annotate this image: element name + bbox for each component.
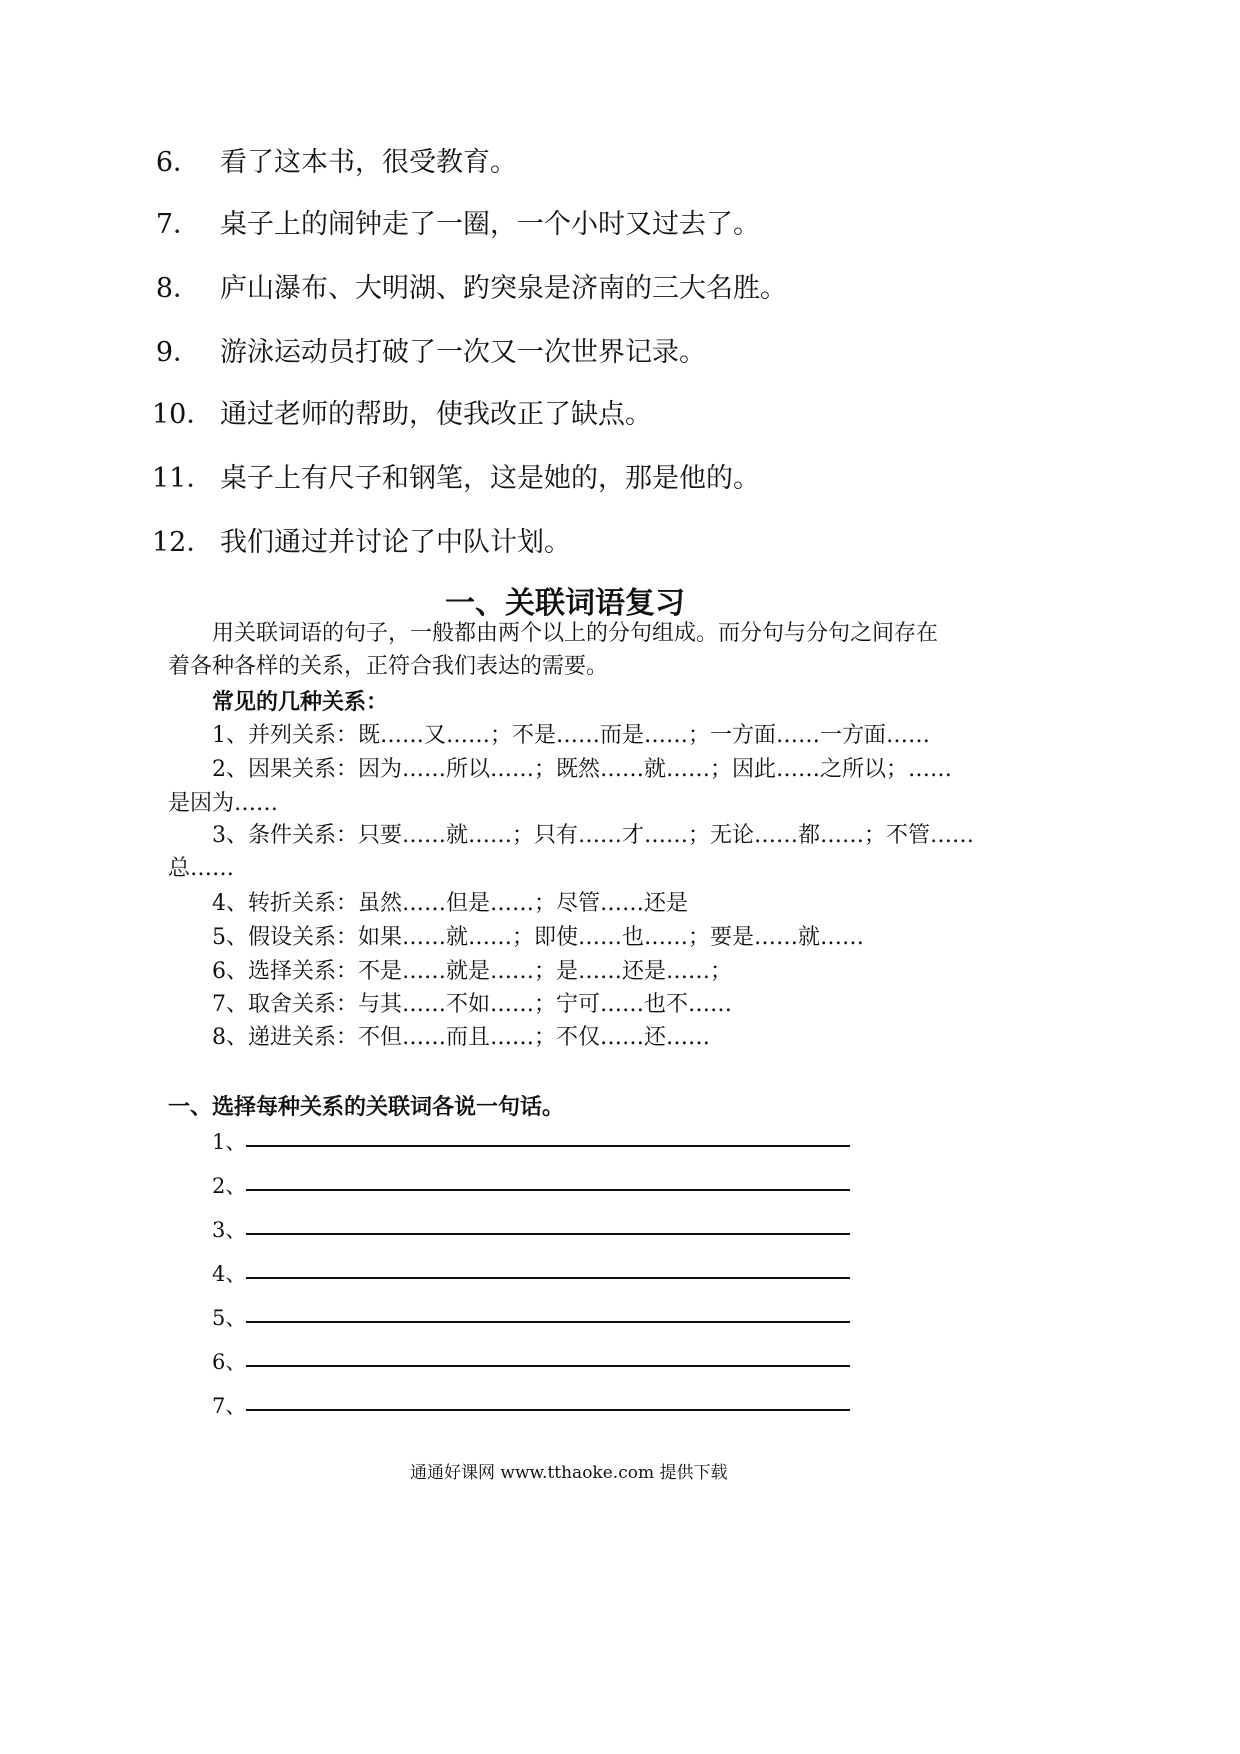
sentence-text: 我们通过并讨论了中队计划。 <box>220 527 571 558</box>
exercise-item-number: 6、 <box>212 1350 247 1374</box>
relation-item: 2、因果关系：因为……所以……；既然……就……；因此……之所以；…… <box>212 757 952 782</box>
sentence-text: 游泳运动员打破了一次又一次世界记录。 <box>220 337 706 368</box>
exercise-item-number: 7、 <box>212 1394 247 1418</box>
exercise-item-number: 4、 <box>212 1262 247 1286</box>
sentence-number: 10． <box>152 399 214 430</box>
answer-line[interactable] <box>246 1233 850 1235</box>
answer-line[interactable] <box>246 1409 850 1411</box>
sentence-text: 通过老师的帮助，使我改正了缺点。 <box>220 399 652 430</box>
exercise-item-number: 3、 <box>212 1218 247 1242</box>
relation-item: 6、选择关系：不是……就是……；是……还是……； <box>212 959 732 984</box>
sentence-text: 桌子上的闹钟走了一圈，一个小时又过去了。 <box>220 209 760 240</box>
intro-line-2: 着各种各样的关系，正符合我们表达的需要。 <box>168 654 609 679</box>
relations-subheading: 常见的几种关系： <box>212 689 389 715</box>
answer-line[interactable] <box>246 1365 850 1367</box>
answer-line[interactable] <box>246 1321 850 1323</box>
exercise-item-number: 2、 <box>212 1174 247 1198</box>
intro-line-1: 用关联词语的句子，一般都由两个以上的分句组成。而分句与分句之间存在 <box>212 621 939 646</box>
exercise-heading: 一、选择每种关系的关联词各说一句话。 <box>168 1094 565 1120</box>
relation-item: 4、转折关系：虽然……但是……；尽管……还是 <box>212 891 688 916</box>
exercise-item-number: 5、 <box>212 1306 247 1330</box>
relation-item: 3、条件关系：只要……就……；只有……才……；无论……都……；不管…… <box>212 823 974 848</box>
relation-item: 5、假设关系：如果……就……；即使……也……；要是……就…… <box>212 925 864 950</box>
sentence-number: 6． <box>155 147 200 178</box>
answer-line[interactable] <box>246 1189 850 1191</box>
sentence-text: 看了这本书，很受教育。 <box>220 147 517 178</box>
sentence-text: 桌子上有尺子和钢笔，这是她的，那是他的。 <box>220 463 760 494</box>
relation-item: 8、递进关系：不但……而且……；不仅……还…… <box>212 1025 710 1050</box>
answer-line[interactable] <box>246 1145 850 1147</box>
sentence-number: 7． <box>155 209 200 240</box>
relation-item-continuation: 总…… <box>168 856 235 881</box>
answer-line[interactable] <box>246 1277 850 1279</box>
sentence-number: 12． <box>152 527 214 558</box>
section-title: 一、关联词语复习 <box>445 586 685 621</box>
exercise-item-number: 1、 <box>212 1130 247 1154</box>
sentence-number: 11． <box>152 463 214 494</box>
sentence-number: 8． <box>155 273 200 304</box>
sentence-text: 庐山瀑布、大明湖、趵突泉是济南的三大名胜。 <box>220 273 787 304</box>
sentence-number: 9． <box>155 337 200 368</box>
relation-item: 1、并列关系：既……又……；不是……而是……；一方面……一方面…… <box>212 723 930 748</box>
relation-item-continuation: 是因为…… <box>168 791 279 816</box>
footer-text: 通通好课网 www.tthaoke.com 提供下载 <box>410 1463 728 1483</box>
relation-item: 7、取舍关系：与其……不如……；宁可……也不…… <box>212 992 732 1017</box>
